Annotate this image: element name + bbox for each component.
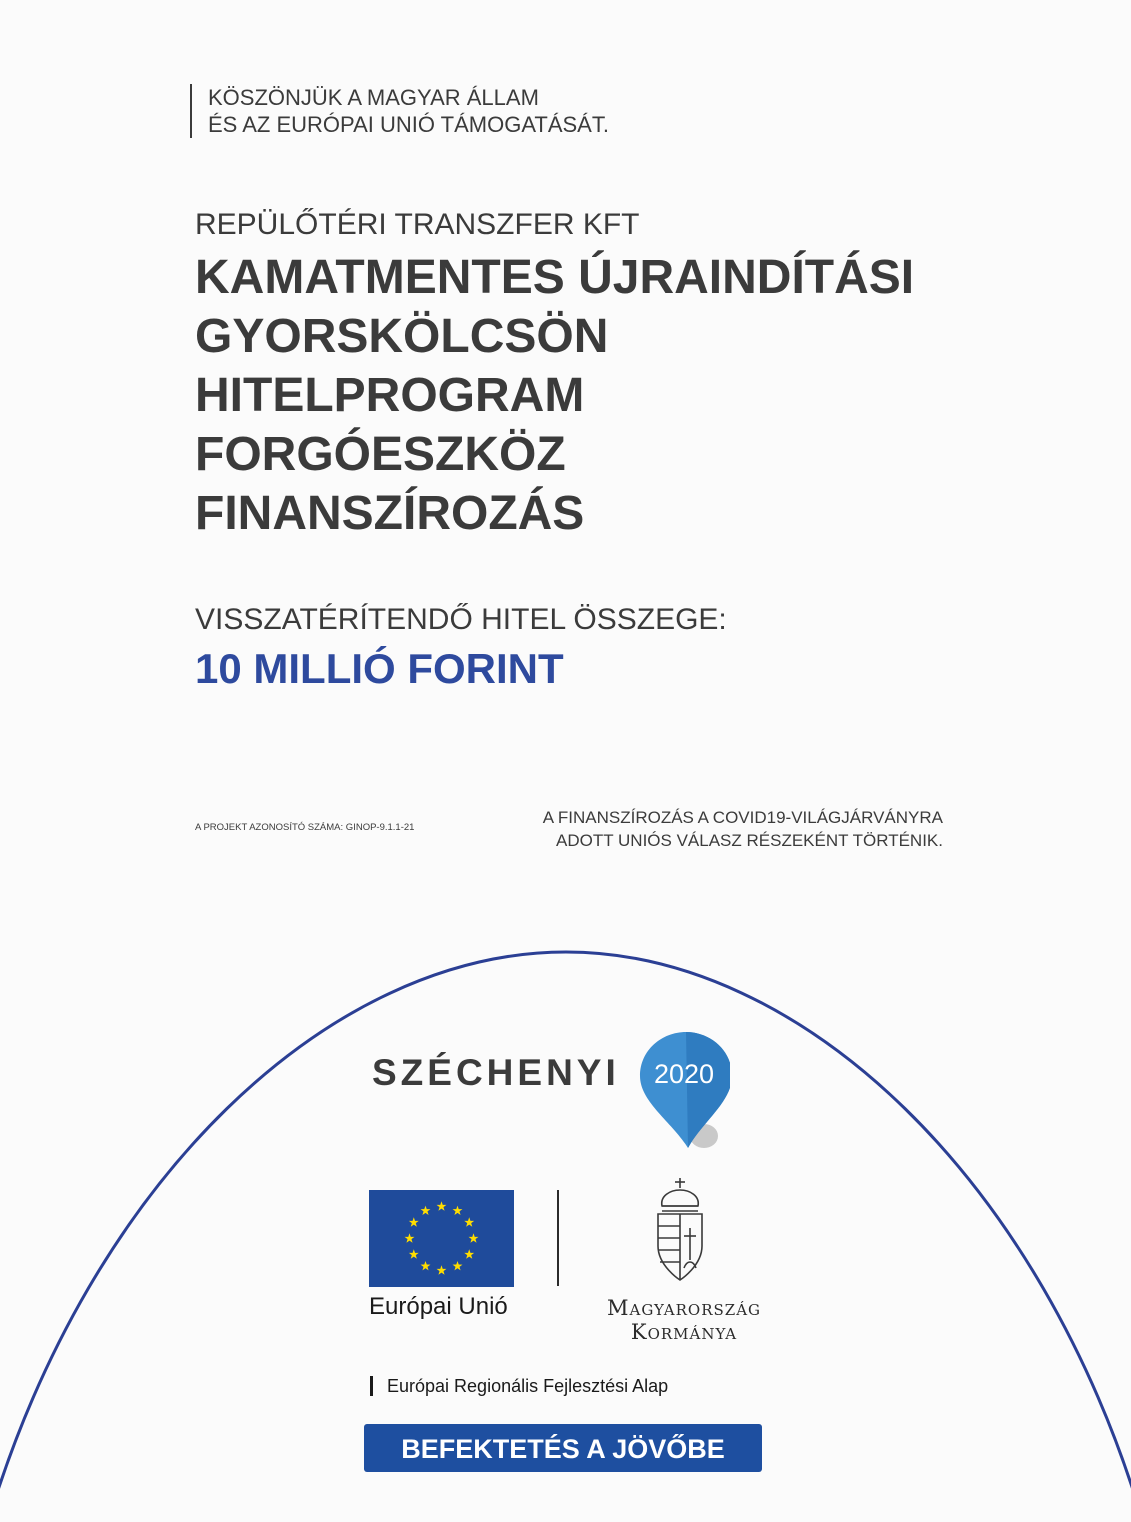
title-line: KAMATMENTES ÚJRAINDÍTÁSI	[195, 251, 915, 304]
title-line: HITELPROGRAM	[195, 369, 585, 422]
title-line: FINANSZÍROZÁS	[195, 487, 585, 540]
fund-label: Európai Regionális Fejlesztési Alap	[370, 1376, 668, 1396]
company-name: REPÜLŐTÉRI TRANSZFER KFT	[195, 208, 640, 241]
hungarian-coat-of-arms-icon	[650, 1176, 718, 1288]
eu-label: Európai Unió	[369, 1293, 508, 1320]
amount-label: VISSZATÉRÍTENDŐ HITEL ÖSSZEGE:	[195, 603, 727, 636]
government-label-line-1: Magyarország	[606, 1296, 762, 1320]
project-id: A PROJEKT AZONOSÍTÓ SZÁMA: GINOP-9.1.1-21	[195, 822, 415, 833]
covid-note-line-1: A FINANSZÍROZÁS A COVID19-VILÁGJÁRVÁNYRA	[542, 808, 943, 827]
logo-divider	[557, 1190, 559, 1286]
szechenyi-year: 2020	[653, 1059, 715, 1089]
thanks-line-1: KÖSZÖNJÜK A MAGYAR ÁLLAM	[208, 85, 539, 110]
invest-in-future-badge: BEFEKTETÉS A JÖVŐBE	[364, 1424, 762, 1472]
title-line: FORGÓESZKÖZ	[195, 428, 566, 481]
eu-flag-icon	[369, 1190, 514, 1287]
thanks-line-2: ÉS AZ EURÓPAI UNIÓ TÁMOGATÁSÁT.	[208, 112, 609, 137]
title-line: GYORSKÖLCSÖN	[195, 310, 609, 363]
szechenyi-logo-text: SZÉCHENYI	[372, 1052, 620, 1093]
covid-note-line-2: ADOTT UNIÓS VÁLASZ RÉSZEKÉNT TÖRTÉNIK.	[556, 831, 943, 850]
government-label-line-2: Kormánya	[630, 1320, 738, 1344]
amount-value: 10 MILLIÓ FORINT	[195, 645, 564, 692]
